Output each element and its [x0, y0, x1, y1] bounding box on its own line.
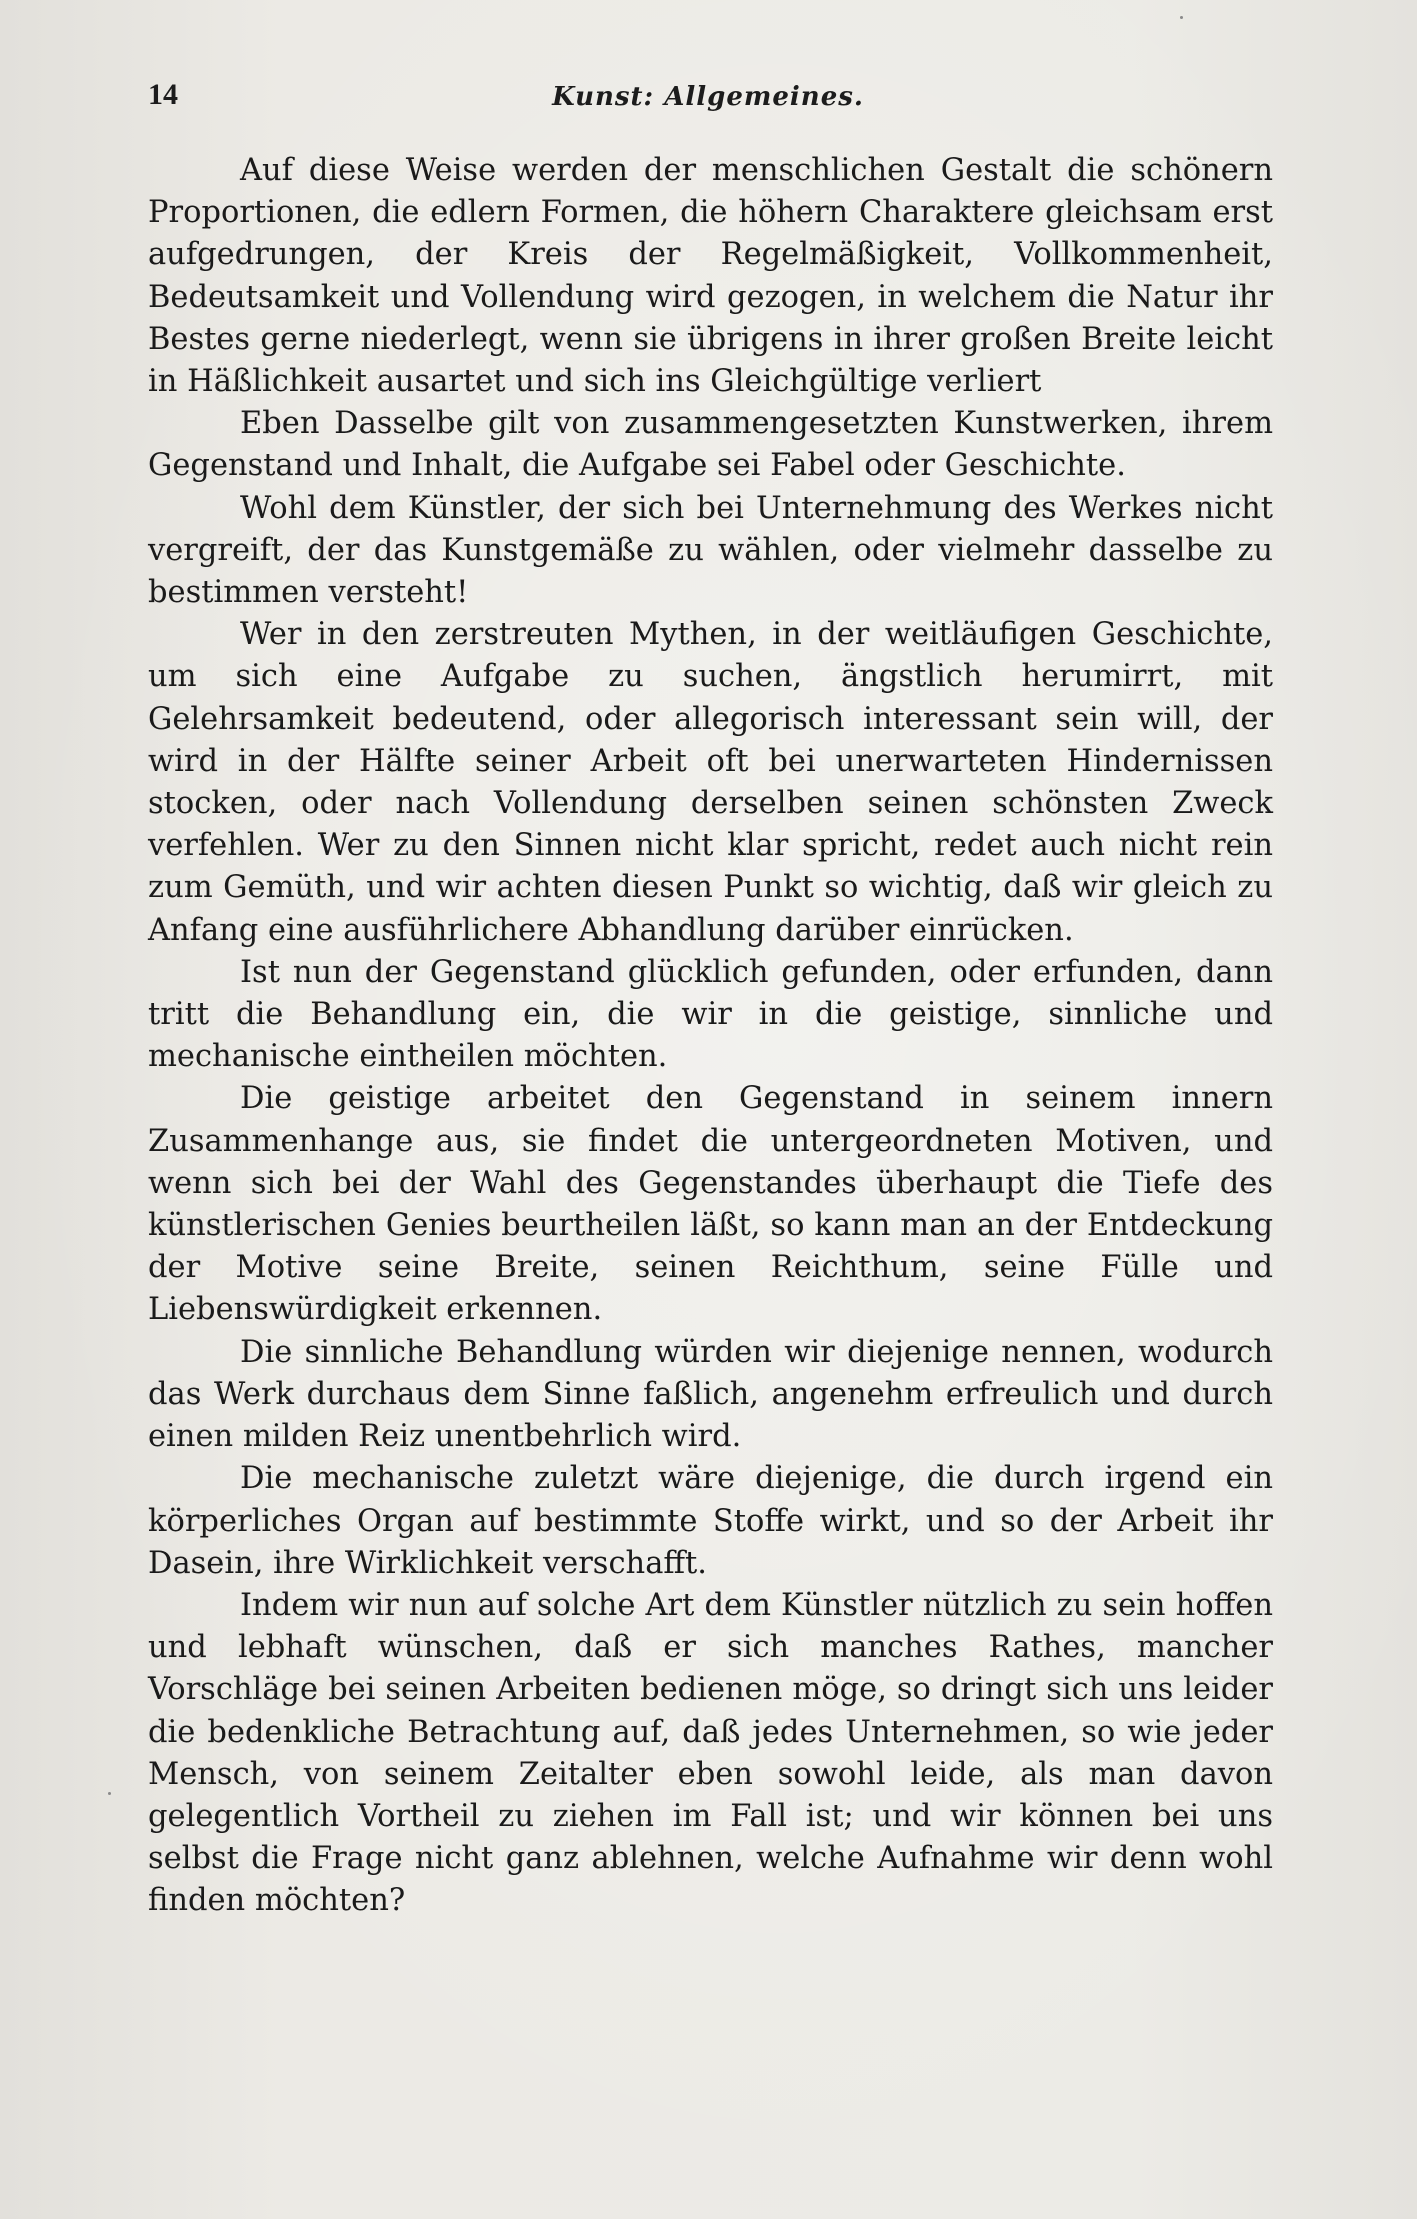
paragraph: Die mechanische zuletzt wäre diejenige, die durch irgend ein körperliches Organ auf bestimmte Stoffe wirkt, und so der Arbeit ihr Dasein, ihre Wirklichkeit verschafft. [148, 1461, 1273, 1581]
paper-speck [108, 1792, 111, 1795]
page-number: 14 [148, 78, 178, 111]
paragraph: Auf diese Weise werden der menschlichen Gestalt die schönern Proportionen, die edlern Formen, die höhern Charaktere gleichsam erst aufgedrungen, der Kreis der Regelmäßigkeit, Vollkommenheit, Bedeutsamkeit und Vollendung wird gezogen, in welchem die Natur ihr Bestes gerne niederlegt, wenn sie übrigens in ihrer großen Breite leicht in Häßlichkeit ausartet und sich ins Gleichgültige verliert [148, 153, 1273, 400]
paragraph: Wer in den zerstreuten Mythen, in der weitläufigen Geschichte, um sich eine Aufgabe zu suchen, ängstlich herumirrt, mit Gelehrsamkeit bedeutend, oder allegorisch interessant sein will, der wird in der Hälfte seiner Arbeit oft bei unerwarteten Hindernissen stocken, oder nach Vollendung derselben seinen schönsten Zweck verfehlen. Wer zu den Sinnen nicht klar spricht, redet auch nicht rein zum Gemüth, und wir achten diesen Punkt so wichtig, daß wir gleich zu Anfang eine ausführlichere Abhandlung darüber einrücken. [148, 617, 1273, 948]
body-text [148, 150, 1273, 1923]
paragraph: Die sinnliche Behandlung würden wir diejenige nennen, wodurch das Werk durchaus dem Sinne faßlich, angenehm erfreulich und durch einen milden Reiz unentbehrlich wird. [148, 1334, 1273, 1455]
running-head: Kunst: Allgemeines. [552, 82, 864, 112]
paper-speck [1180, 16, 1183, 19]
paragraph: Eben Dasselbe gilt von zusammengesetzten Kunstwerken, ihrem Gegenstand und Inhalt, die Aufgabe sei Fabel oder Geschichte. [148, 406, 1273, 484]
page-header [148, 78, 1268, 118]
paragraph: Indem wir nun auf solche Art dem Künstler nützlich zu sein hoffen und lebhaft wünschen, daß er sich manches Rathes, mancher Vorschläge bei seinen Arbeiten bedienen möge, so dringt sich uns leider die bedenkliche Betrachtung auf, daß jedes Unternehmen, so wie jeder Mensch, von seinem Zeitalter eben sowohl leide, als man davon gelegentlich Vortheil zu ziehen im Fall ist; und wir können bei uns selbst die Frage nicht ganz ablehnen, welche Aufnahme wir denn wohl finden möchten? [148, 1587, 1273, 1919]
paragraph: Ist nun der Gegenstand glücklich gefunden, oder erfunden, dann tritt die Behandlung ein, die wir in die geistige, sinnliche und mechanische eintheilen möchten. [148, 954, 1273, 1075]
paragraph: Die geistige arbeitet den Gegenstand in seinem innern Zusammenhange aus, sie findet die untergeordneten Motiven, und wenn sich bei der Wahl des Gegenstandes überhaupt die Tiefe des künstlerischen Genies beurtheilen läßt, so kann man an der Entdeckung der Motive seine Breite, seinen Reichthum, seine Fülle und Liebenswürdigkeit erkennen. [148, 1081, 1273, 1328]
paragraph: Wohl dem Künstler, der sich bei Unternehmung des Werkes nicht vergreift, der das Kunstgemäße zu wählen, oder vielmehr dasselbe zu bestimmen versteht! [148, 490, 1273, 611]
